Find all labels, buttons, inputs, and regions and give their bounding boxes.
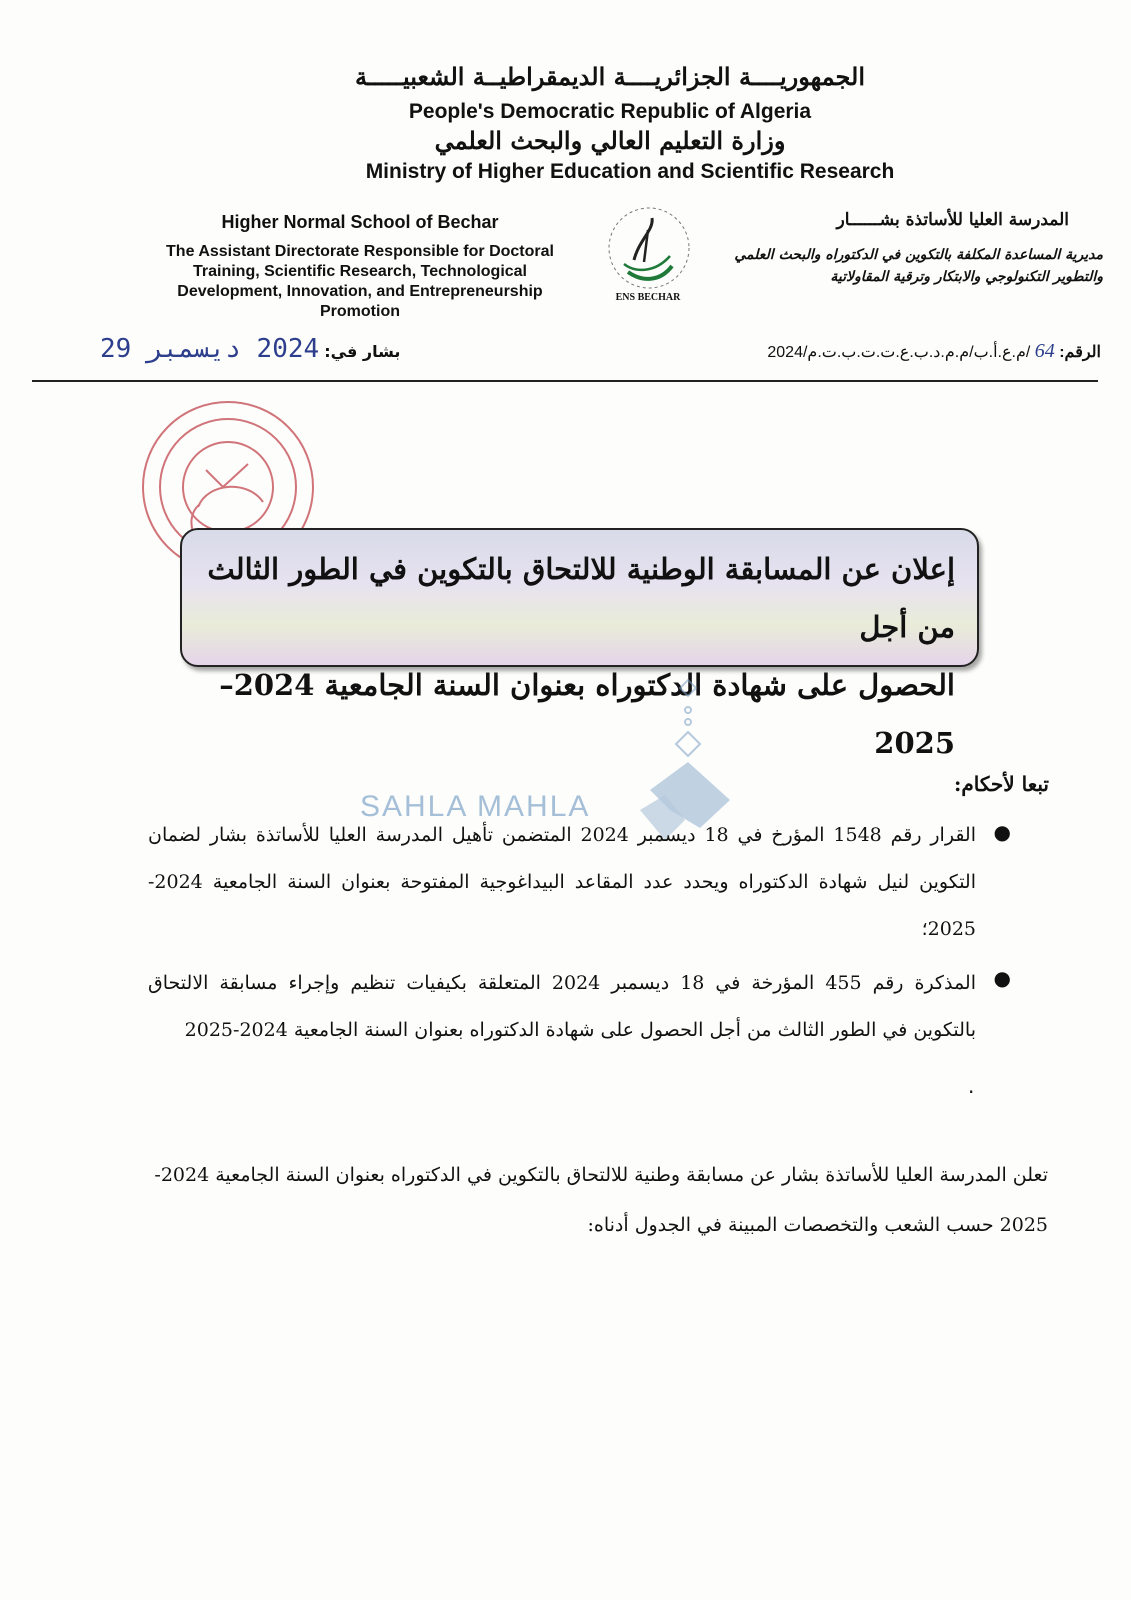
bullet-marker: ●: [993, 820, 1011, 844]
republic-english: People's Democratic Republic of Algeria: [408, 100, 812, 123]
watermark-text: SAHLA MAHLA: [360, 790, 591, 823]
directorate-arabic-line2: والتطوير التكنولوجي والابتكار وترقية المقاولاتية: [830, 269, 1103, 285]
school-name-english: Higher Normal School of Bechar: [221, 212, 499, 232]
announcement-title-line2: الحصول على شهادة الدكتوراه بعنوان السنة الجامعية 2024–2025: [219, 668, 955, 760]
date-line: [100, 334, 408, 364]
reference-code: /م.ع.أ.ب/م.م.د.ب.ع.ت.ت.ب.ت.م/2024: [767, 344, 1031, 361]
bullet-marker: ●: [993, 966, 1011, 990]
reference-line: [767, 340, 1101, 363]
bullet-item-decision: القرار رقم 1548 المؤرخ في 18 ديسمبر 2024 المتضمن تأهيل المدرسة العليا للأساتذة بشار لضمان التكوين لنيل شهادة الدكتوراه ويحدد عدد المقاعد البيداغوجية المفتوحة بعنوان السنة الجامعية 2024-2025؛: [148, 824, 976, 940]
announcement-title-line1: إعلان عن المسابقة الوطنية للالتحاق بالتكوين في الطور الثالث من أجل: [207, 552, 955, 644]
announcement-title: [195, 540, 955, 772]
reference-label: الرقم:: [1059, 344, 1101, 361]
directorate-arabic-line1: مديرية المساعدة المكلفة بالتكوين في الدكتوراه والبحث العلمي: [734, 247, 1103, 263]
announcement-paragraph: تعلن المدرسة العليا للأساتذة بشار عن مسابقة وطنية للالتحاق بالتكوين في الدكتوراه بعنوان السنة الجامعية 2024-2025 حسب الشعب والتخصصات المبينة في الجدول أدناه:: [154, 1164, 1048, 1236]
school-name-arabic: المدرسة العليا للأساتذة بشــــــار: [836, 210, 1069, 230]
header-divider: [32, 380, 1098, 382]
bullet-item-memo: المذكرة رقم 455 المؤرخة في 18 ديسمبر 2024 المتعلقة بكيفيات تنظيم وإجراء مسابقة الالتحاق بالتكوين في الطور الثالث من أجل الحصول على شهادة الدكتوراه بعنوان السنة الجامعية 2024-2025: [148, 972, 976, 1041]
date-handwritten: 2024 ديسمبر 29: [100, 334, 320, 364]
directorate-english: The Assistant Directorate Responsible for Doctoral Training, Scientific Research, Technological Development, Innovation, and Entrepreneurship Promotion: [166, 243, 554, 320]
ministry-arabic: وزارة التعليم العالي والبحث العلمي: [434, 126, 786, 155]
according-label: تبعا لأحكام:: [954, 772, 1049, 796]
date-label: بشار في:: [324, 342, 401, 361]
logo-caption: ENS BECHAR: [615, 292, 681, 303]
ministry-english: Ministry of Higher Education and Scientific Research: [365, 160, 895, 183]
directorate-arabic: [703, 244, 1103, 288]
stray-dot: .: [968, 1074, 975, 1098]
republic-arabic: الجمهوريــــة الجزائريــــة الديمقراطيــة الشعبيـــــة: [354, 62, 866, 91]
reference-handwritten-number: 64: [1034, 340, 1055, 362]
